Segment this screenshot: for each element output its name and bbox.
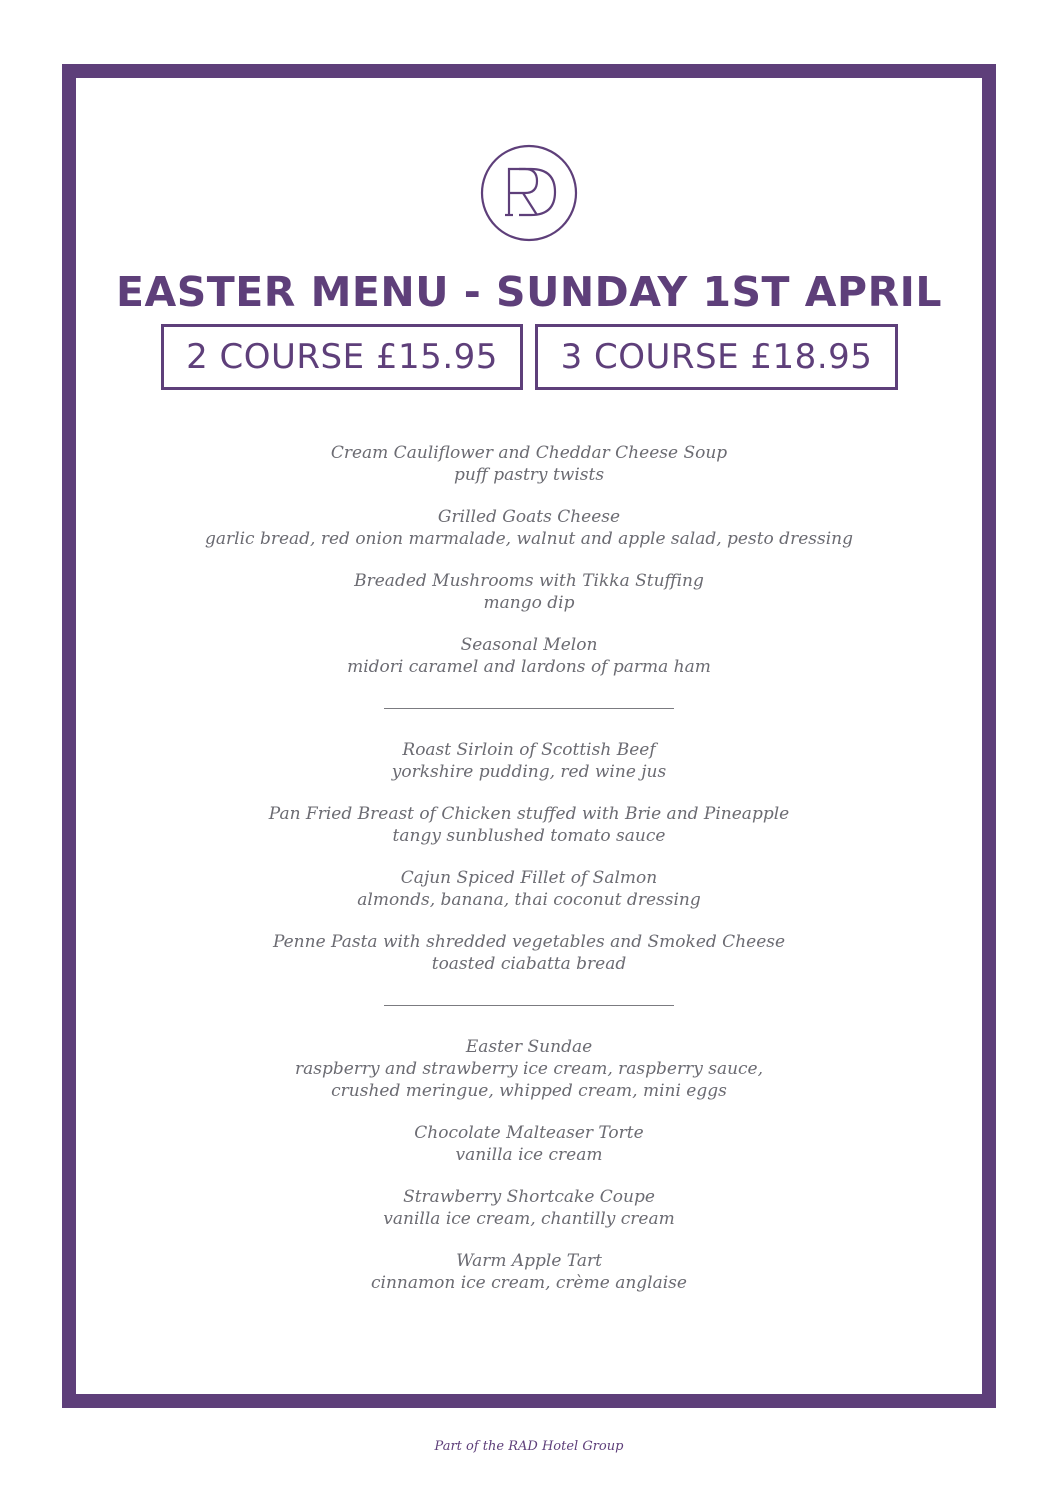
menu-item	[80, 1186, 978, 1230]
dish-name: Penne Pasta with shredded vegetables and Smoked Cheese	[272, 932, 786, 952]
dish-name: Pan Fried Breast of Chicken stuffed with Brie and Pineapple	[268, 804, 790, 824]
dish-description: tangy sunblushed tomato sauce	[392, 826, 666, 846]
dish-name: Breaded Mushrooms with Tikka Stuffing	[354, 571, 704, 591]
dish-description: garlic bread, red onion marmalade, walnut and apple salad, pesto dressing	[205, 529, 853, 549]
dish-description: cinnamon ice cream, crème anglaise	[371, 1273, 687, 1293]
dish-name: Grilled Goats Cheese	[437, 507, 621, 527]
dish-name: Easter Sundae	[465, 1037, 593, 1057]
three-course-price-box	[535, 324, 898, 390]
rad-monogram-icon	[479, 143, 579, 243]
dish-description: yorkshire pudding, red wine jus	[391, 762, 667, 782]
menu-item	[80, 739, 978, 783]
three-course-price: 3 COURSE £18.95	[560, 337, 873, 377]
dish-name: Cajun Spiced Fillet of Salmon	[400, 868, 658, 888]
menu-item	[80, 634, 978, 678]
footer-text: Part of the RAD Hotel Group	[434, 1439, 624, 1454]
menu-item	[80, 1122, 978, 1166]
dish-name: Strawberry Shortcake Coupe	[403, 1187, 655, 1207]
dish-description: toasted ciabatta bread	[431, 954, 627, 974]
page-title: EASTER MENU - SUNDAY 1ST APRIL	[115, 268, 943, 316]
section-divider	[384, 708, 674, 709]
dish-name: Cream Cauliflower and Cheddar Cheese Soup	[330, 443, 728, 463]
section-divider	[384, 1005, 674, 1006]
menu-item	[80, 1250, 978, 1294]
menu-item	[80, 506, 978, 550]
dish-name: Warm Apple Tart	[456, 1251, 602, 1271]
dish-name: Seasonal Melon	[460, 635, 598, 655]
dish-name: Chocolate Malteaser Torte	[414, 1123, 644, 1143]
menu-item	[80, 1036, 978, 1102]
dish-description: almonds, banana, thai coconut dressing	[357, 890, 701, 910]
menu-item	[80, 442, 978, 486]
dish-description: midori caramel and lardons of parma ham	[347, 657, 711, 677]
menu-list	[80, 442, 978, 1314]
dish-description: vanilla ice cream	[455, 1145, 603, 1165]
menu-item	[80, 931, 978, 975]
two-course-price: 2 COURSE £15.95	[186, 337, 498, 377]
dish-description: puff pastry twists	[453, 465, 605, 485]
menu-item	[80, 867, 978, 911]
dish-name: Roast Sirloin of Scottish Beef	[402, 740, 656, 760]
dish-description: crushed meringue, whipped cream, mini eggs	[331, 1081, 727, 1101]
menu-item	[80, 570, 978, 614]
dish-description: raspberry and strawberry ice cream, raspberry sauce,	[294, 1059, 764, 1079]
dish-description: mango dip	[483, 593, 575, 613]
dish-description: vanilla ice cream, chantilly cream	[383, 1209, 675, 1229]
menu-item	[80, 803, 978, 847]
two-course-price-box	[161, 324, 523, 390]
